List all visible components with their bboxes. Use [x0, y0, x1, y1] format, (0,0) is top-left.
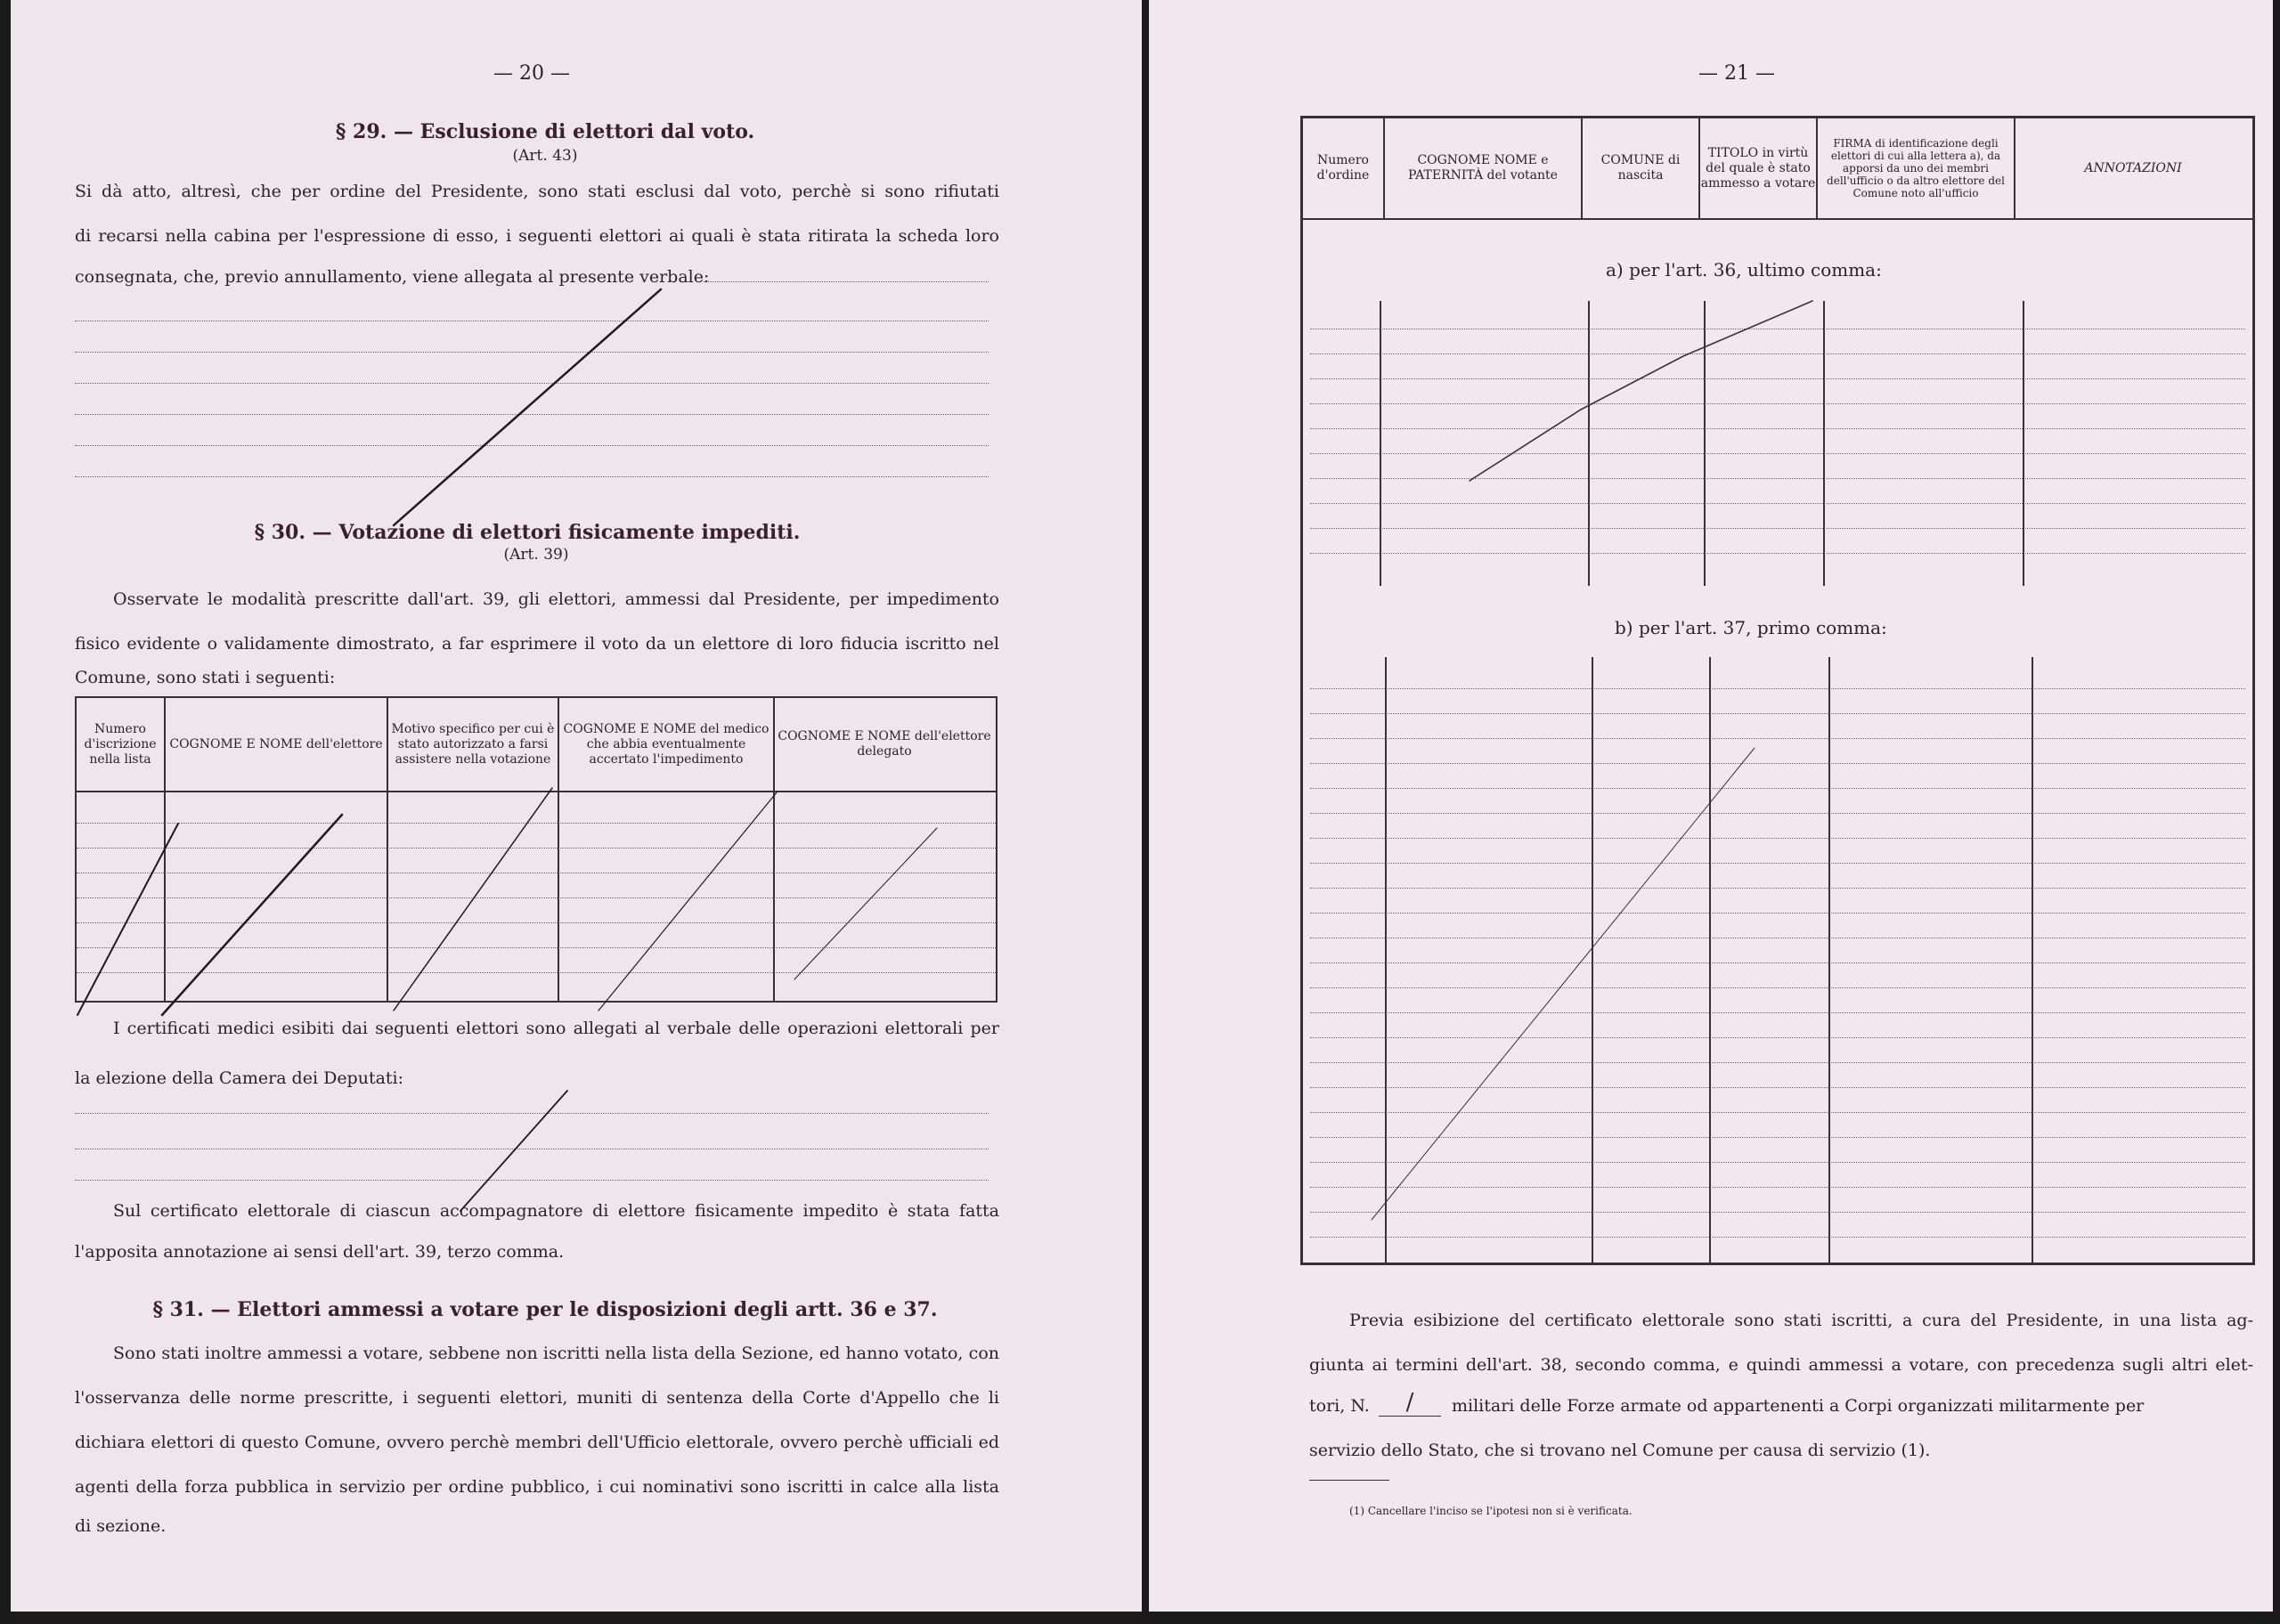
section-31-title: § 31. — Elettori ammessi a votare per le disposizioni degli artt. 36 e 37. [152, 1298, 938, 1321]
section-29-line2: di recarsi nella cabina per l'espressione di esso, i seguenti elettori ai quali è stata ritirata la scheda loro [75, 226, 999, 246]
table-row-line [1310, 428, 2245, 429]
table-row-line [77, 972, 996, 973]
table-header-cell: Numero d'ordine [1316, 153, 1370, 183]
table-row-line [1310, 1012, 2245, 1013]
table-rule [2014, 118, 2015, 218]
section-30-article: (Art. 39) [503, 546, 569, 564]
table-header-cell: Numero d'iscrizione nella lista [84, 721, 157, 767]
table-rule [1816, 118, 1818, 218]
table-row-line [1310, 713, 2245, 714]
table-row-line [1310, 738, 2245, 739]
fill-line [75, 414, 989, 415]
table-row-line [1310, 1137, 2245, 1138]
table-row-line [77, 922, 996, 923]
table-row-line [77, 947, 996, 948]
table-rule [1385, 657, 1387, 1263]
table-rule [1380, 301, 1381, 586]
table-rule [1592, 657, 1593, 1263]
page-number: — 21 — [1698, 62, 1775, 85]
table-row-line [1310, 478, 2245, 479]
table-row-line [1310, 528, 2245, 529]
left-page [11, 0, 1142, 1612]
table-rule [387, 698, 388, 1001]
footnote: (1) Cancellare l'inciso se l'ipotesi non si è verificata. [1349, 1505, 1633, 1517]
table-row-line [1310, 1187, 2245, 1188]
table-rule [1303, 218, 2252, 220]
table-rule [558, 698, 559, 1001]
fill-line [75, 476, 989, 477]
table-row-line [77, 823, 996, 824]
table-row-line [1310, 353, 2245, 354]
certificates-line1: I certificati medici esibiti dai seguenti elettori sono allegati al verbale delle operazioni elettorali per [113, 1019, 999, 1038]
section-31-line2: l'osservanza delle norme prescritte, i seguenti elettori, muniti di sentenza della Corte d'Appello che li [75, 1388, 999, 1408]
section-30-line3: Comune, sono stati i seguenti: [75, 668, 336, 687]
table-row-line [1310, 888, 2245, 889]
table-rule [773, 698, 775, 1001]
table-row-line [1310, 378, 2245, 379]
section-31-line1: Sono stati inoltre ammessi a votare, sebbene non iscritti nella lista della Sezione, ed hanno votato, con [113, 1344, 999, 1363]
section-29-line1: Si dà atto, altresì, che per ordine del Presidente, sono stati esclusi dal voto, perchè si sono rifiutati [75, 182, 999, 201]
page-number: — 20 — [493, 62, 570, 85]
table-row-line [1310, 1112, 2245, 1113]
table-header-cell: TITOLO in virtù del quale è stato ammesso a votare [1700, 145, 1816, 191]
fill-line [75, 1113, 989, 1114]
table-rule [77, 791, 996, 792]
table-row-line [1310, 453, 2245, 454]
table-rule [1383, 118, 1385, 218]
fill-line [75, 1180, 989, 1181]
table-rule [2032, 657, 2033, 1263]
table-rule [1823, 301, 1825, 586]
military-line3-end: militari delle Forze armate od appartenenti a Corpi organizzati militarmente per [1452, 1396, 2145, 1416]
section-31-line4: agenti della forza pubblica in servizio per ordine pubblico, i cui nominativi sono iscritti in calce alla lista [75, 1477, 999, 1497]
table-row-line [1310, 763, 2245, 764]
table-row-line [1310, 987, 2245, 988]
table-row-line [1310, 688, 2245, 689]
table-rule [1828, 657, 1830, 1263]
section-30-title: § 30. — Votazione di elettori fisicamente impediti. [254, 521, 801, 544]
section-30-line1: Osservate le modalità prescritte dall'art. 39, gli elettori, ammessi dal Presidente, per impedimento [113, 589, 999, 609]
cancel-stroke [394, 289, 661, 525]
table-row-line [1310, 1087, 2245, 1088]
military-line4: servizio dello Stato, che si trovano nel Comune per causa di servizio (1). [1309, 1441, 1931, 1460]
table-row-line [1310, 1237, 2245, 1238]
table-header-cell: COGNOME E NOME dell'elettore [169, 736, 383, 751]
table-row-line [1310, 403, 2245, 404]
admitted-voters-table [1300, 116, 2255, 1265]
table-header-cell: COGNOME E NOME dell'elettore delegato [778, 729, 991, 759]
table-rule [1704, 301, 1706, 586]
table-header-cell: COGNOME NOME e PATERNITÀ del votante [1408, 153, 1558, 183]
section-31-line5: di sezione. [75, 1516, 167, 1536]
fill-line [75, 383, 989, 384]
section-29-line3: consegnata, che, previo annullamento, viene allegata al presente verbale: [75, 267, 710, 287]
table-rule [2023, 301, 2024, 586]
table-rule [1581, 118, 1583, 218]
table-header-cell: COMUNE di nascita [1600, 153, 1681, 183]
table-row-line [1310, 503, 2245, 504]
right-page [1149, 0, 2273, 1612]
military-count: / [1379, 1389, 1441, 1417]
table-row-line [77, 897, 996, 898]
note-line1: Sul certificato elettorale di ciascun accompagnatore di elettore fisicamente impedito è stata fatta [113, 1201, 999, 1221]
table-row-line [1310, 913, 2245, 914]
table-row-line [1310, 1212, 2245, 1213]
table-row-line [77, 848, 996, 849]
section-30-line2: fisico evidente o validamente dimostrato, a far esprimere il voto da un elettore di loro fiducia iscritto nel [75, 634, 999, 654]
table-header-cell: ANNOTAZIONI [2084, 160, 2182, 175]
section-29-title: § 29. — Esclusione di elettori dal voto. [335, 120, 755, 143]
table-header-cell: Motivo specifico per cui è stato autorizzato a farsi assistere nella votazione [391, 721, 555, 767]
section-31-line3: dichiara elettori di questo Comune, ovvero perchè membri dell'Ufficio elettorale, ovvero perchè ufficiali ed [75, 1433, 999, 1452]
footnote-rule [1309, 1480, 1389, 1481]
table-row-line [1310, 1037, 2245, 1038]
section-29-article: (Art. 43) [512, 147, 578, 165]
fill-line [75, 352, 989, 353]
section-b-label: b) per l'art. 37, primo comma: [1615, 617, 1887, 638]
fill-line [75, 445, 989, 446]
impeded-voters-table [75, 696, 998, 1003]
table-rule [1698, 118, 1700, 218]
table-row-line [1310, 788, 2245, 789]
fill-line [704, 281, 989, 282]
table-row-line [1310, 863, 2245, 864]
table-row-line [1310, 553, 2245, 554]
table-header-cell: COGNOME E NOME del medico che abbia eventualmente accertato l'impedimento [563, 721, 770, 767]
table-header-cell: FIRMA di identificazione degli elettori di cui alla lettera a), da apporsi da uno dei membri dell'ufficio o da altro elettore del Comune noto all'ufficio [1827, 137, 2005, 199]
military-line1: Previa esibizione del certificato elettorale sono stati iscritti, a cura del Presidente, in una lista ag- [1349, 1311, 2253, 1330]
table-rule [1588, 301, 1590, 586]
table-row-line [1310, 962, 2245, 963]
military-line2: giunta ai termini dell'art. 38, secondo comma, e quindi ammessi a votare, con precedenza sugli altri elet- [1309, 1355, 2253, 1375]
note-line2: l'apposita annotazione ai sensi dell'art. 39, terzo comma. [75, 1242, 565, 1262]
table-row-line [1310, 838, 2245, 839]
table-row-line [1310, 813, 2245, 814]
certificates-line2: la elezione della Camera dei Deputati: [75, 1068, 404, 1088]
table-rule [1709, 657, 1711, 1263]
table-row-line [1310, 1062, 2245, 1063]
table-row-line [1310, 1162, 2245, 1163]
section-a-label: a) per l'art. 36, ultimo comma: [1606, 259, 1882, 280]
table-rule [164, 698, 166, 1001]
military-line3-start: tori, N. [1309, 1396, 1370, 1416]
